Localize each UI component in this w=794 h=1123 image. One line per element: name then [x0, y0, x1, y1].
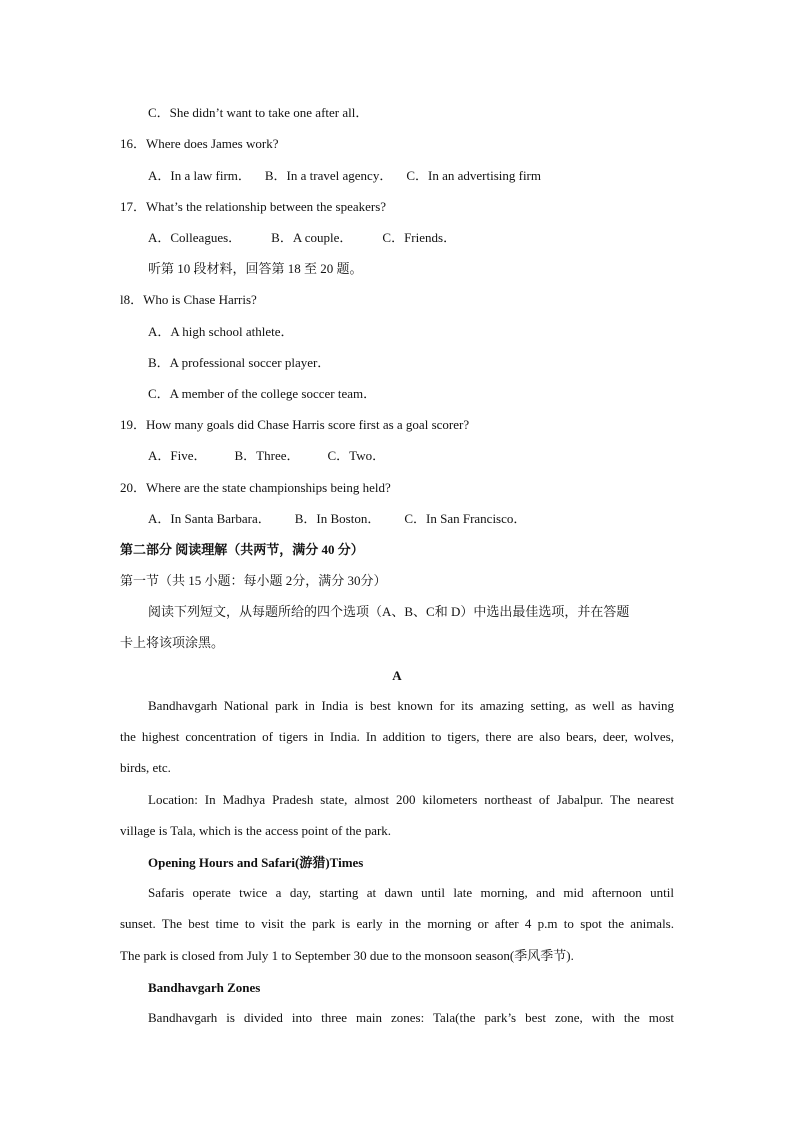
q18-option-b: B．A professional soccer player．: [148, 355, 331, 370]
reading-instruction-line1: 阅读下列短文，从每题所给的四个选项（A、B、C和 D）中选出最佳选项，并在答题: [148, 604, 630, 619]
q18-option-a: A．A high school athlete．: [148, 324, 294, 339]
q18-stem: l8．Who is Chase Harris?: [120, 292, 257, 307]
part2-heading: 第二部分 阅读理解（共两节，满分 40 分）: [120, 542, 364, 557]
q19-option-b: B．Three．: [234, 448, 300, 463]
listening-instruction-10: 听第 10 段材料，回答第 18 至 20 题。: [148, 261, 363, 276]
q17-stem: 17．What’s the relationship between the speakers?: [120, 199, 387, 214]
passage-p3-line2: sunset. The best time to visit the park is early in the morning or after 4 p.m to spot the animals.: [120, 916, 674, 931]
passage-p4-line1: Bandhavgarh is divided into three main zones: Tala(the park’s best zone, with the most: [148, 1010, 674, 1025]
passage-p1-line3: birds, etc.: [120, 760, 171, 775]
q16-stem: 16．Where does James work?: [120, 136, 279, 151]
passage-subheading-zones: Bandhavgarh Zones: [148, 980, 261, 995]
passage-p3-line3: The park is closed from July 1 to September 30 due to the monsoon season(季风季节).: [120, 948, 574, 963]
q17-options: [148, 230, 456, 246]
q15-option-c: C．She didn’t want to take one after all．: [148, 105, 369, 120]
q18-option-c: C．A member of the college soccer team．: [148, 386, 377, 401]
q20-option-a: A．In Santa Barbara．: [148, 511, 271, 526]
q16-option-a: A．In a law firm．: [148, 168, 251, 183]
q17-option-a: A．Colleagues．: [148, 230, 242, 245]
passage-p3-line1: Safaris operate twice a day, starting at dawn until late morning, and mid afternoon until: [148, 885, 674, 900]
section1-heading: 第一节（共 15 小题：每小题 2分，满分 30分）: [120, 573, 387, 588]
passage-p1-line2: the highest concentration of tigers in India. In addition to tigers, there are also bears, deer, wolves,: [120, 729, 674, 744]
q19-stem: 19．How many goals did Chase Harris score first as a goal scorer?: [120, 417, 470, 432]
q20-option-c: C．In San Francisco．: [404, 511, 527, 526]
q16-option-b: B．In a travel agency．: [264, 168, 393, 183]
reading-instruction-line2: 卡上将该项涂黑。: [120, 635, 225, 650]
q16-options: [148, 168, 541, 184]
q16-option-c: C．In an advertising firm: [406, 168, 541, 183]
q20-option-b: B．In Boston．: [294, 511, 381, 526]
q20-stem: 20．Where are the state championships being held?: [120, 480, 391, 495]
passage-p1-line1: Bandhavgarh National park in India is best known for its amazing setting, as well as having: [148, 698, 674, 713]
q19-option-c: C．Two．: [327, 448, 386, 463]
passage-letter: A: [392, 668, 402, 683]
passage-p2-line2: village is Tala, which is the access point of the park.: [120, 823, 392, 838]
q17-option-c: C．Friends．: [382, 230, 457, 245]
q19-option-a: A．Five．: [148, 448, 207, 463]
q20-options: [148, 511, 526, 527]
q17-option-b: B．A couple．: [271, 230, 353, 245]
passage-subheading-hours: Opening Hours and Safari(游猎)Times: [148, 855, 364, 870]
passage-p2-line1: Location: In Madhya Pradesh state, almost 200 kilometers northeast of Jabalpur. The nearest: [148, 792, 674, 807]
q19-options: [148, 448, 385, 464]
